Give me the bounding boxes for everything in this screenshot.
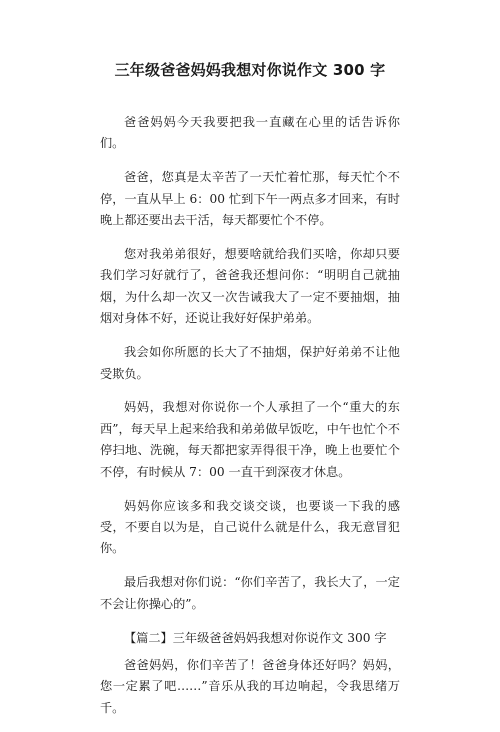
paragraph: 您对我弟弟很好，想要啥就给我们买啥，你却只要我们学习好就行了，爸爸我还想问你：“明明自己就抽烟，为什么却一次又一次告诫我大了一定不要抽烟，抽烟对身体不好，还说让我好好保护弟弟。: [100, 247, 400, 326]
paragraph: 最后我想对你们说：“你们辛苦了，我长大了，一定不会让你操心的”。: [100, 575, 400, 611]
paragraph: 爸爸妈妈今天我要把我一直藏在心里的话告诉你们。: [100, 115, 400, 151]
paragraph: 妈妈你应该多和我交谈交谈，也要谈一下我的感受，不要自以为是，自己说什么就是什么，我无意冒犯你。: [100, 498, 400, 556]
paragraph: 爸爸，您真是太辛苦了一天忙着忙那，每天忙个不停，一直从早上 6：00 忙到下午一两点多才回来，有时晚上都还要出去干活，每天都要忙个不停。: [100, 170, 400, 228]
section-heading: 【篇二】三年级爸爸妈妈我想对你说作文 300 字: [124, 630, 387, 645]
document-title: 三年级爸爸妈妈我想对你说作文 300 字: [114, 61, 386, 79]
paragraph: 妈妈，我想对你说你一个人承担了一个“重大的东西”，每天早上起来给我和弟弟做早饭吃，中午也忙个不停扫地、洗碗，每天都把家弄得很干净，晚上也要忙个不停，有时候从 7：00 一直干到深夜才休息。: [100, 400, 400, 479]
paragraph: 爸爸妈妈，你们辛苦了！爸爸身体还好吗？妈妈，您一定累了吧……”音乐从我的耳边响起，令我思绪万千。: [100, 658, 400, 715]
document-body: [100, 112, 400, 732]
paragraph: 我会如你所愿的长大了不抽烟，保护好弟弟不让他受欺负。: [100, 345, 400, 381]
